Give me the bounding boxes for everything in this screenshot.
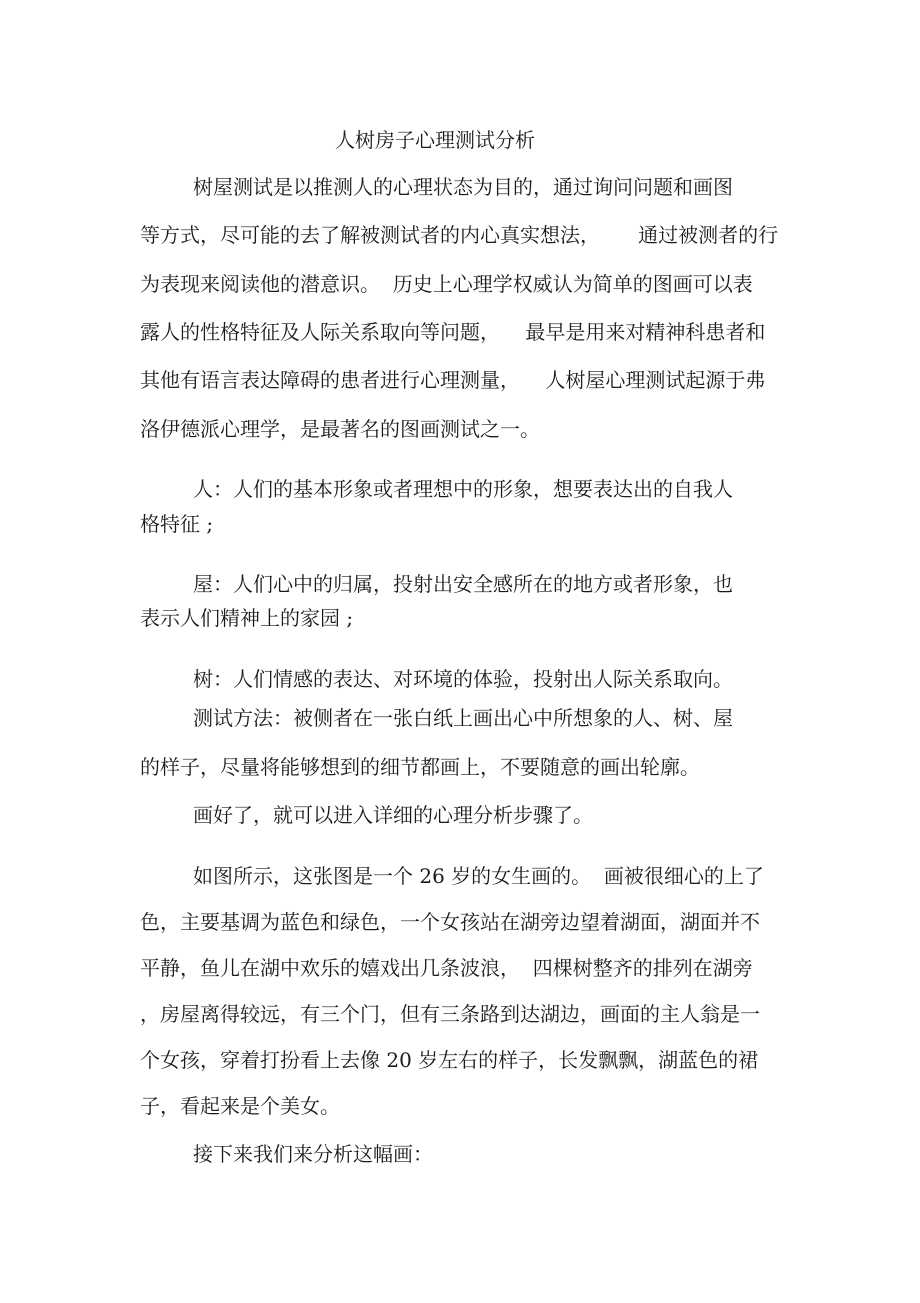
test-method-line-1: 测试方法：被侧者在一张白纸上画出心中所想象的人、树、屋	[193, 706, 733, 730]
paragraph-line-3: 为表现来阅读他的潜意识。 历史上心理学权威认为简单的图画可以表	[140, 272, 753, 296]
example-line-6: 子，看起来是个美女。	[140, 1094, 340, 1118]
closing-line: 接下来我们来分析这幅画：	[193, 1142, 433, 1166]
paragraph-line-2: 等方式，尽可能的去了解被测试者的内心真实想法， 通过被测者的行	[140, 223, 779, 247]
example-line-5: 个女孩，穿着打扮看上去像 20 岁左右的样子，长发飘飘，湖蓝色的裙	[140, 1048, 759, 1072]
definition-house-line-1: 屋：人们心中的归属，投射出安全感所在的地方或者形象，也	[193, 572, 733, 596]
example-line-1: 如图所示，这张图是一个 26 岁的女生画的。 画被很细心的上了	[193, 864, 764, 888]
definition-tree-line: 树：人们情感的表达、对环境的体验，投射出人际关系取向。	[193, 667, 733, 691]
definition-person-line-2: 格特征 ;	[140, 512, 214, 536]
example-line-3: 平静，鱼儿在湖中欢乐的嬉戏出几条波浪， 四棵树整齐的排列在湖旁	[140, 956, 753, 980]
test-method-line-3: 画好了，就可以进入详细的心理分析步骤了。	[193, 803, 593, 827]
definition-house-line-2: 表示人们精神上的家园 ;	[140, 606, 354, 630]
example-line-4: ，房屋离得较远，有三个门，但有三条路到达湖边，画面的主人翁是一	[140, 1002, 760, 1026]
test-method-line-2: 的样子，尽量将能够想到的细节都画上，不要随意的画出轮廓。	[140, 755, 700, 779]
paragraph-line-5: 其他有语言表达障碍的患者进行心理测量， 人树屋心理测试起源于弗	[140, 368, 766, 392]
paragraph-line-4: 露人的性格特征及人际关系取向等问题， 最早是用来对精神科患者和	[140, 320, 766, 344]
paragraph-line-1: 树屋测试是以推测人的心理状态为目的，通过询问问题和画图	[193, 175, 733, 199]
paragraph-line-6: 洛伊德派心理学，是最著名的图画测试之一。	[140, 417, 540, 441]
example-line-2: 色，主要基调为蓝色和绿色，一个女孩站在湖旁边望着湖面，湖面并不	[140, 910, 760, 934]
page-title: 人树房子心理测试分析	[335, 128, 535, 152]
definition-person-line-1: 人：人们的基本形象或者理想中的形象，想要表达出的自我人	[193, 477, 733, 501]
